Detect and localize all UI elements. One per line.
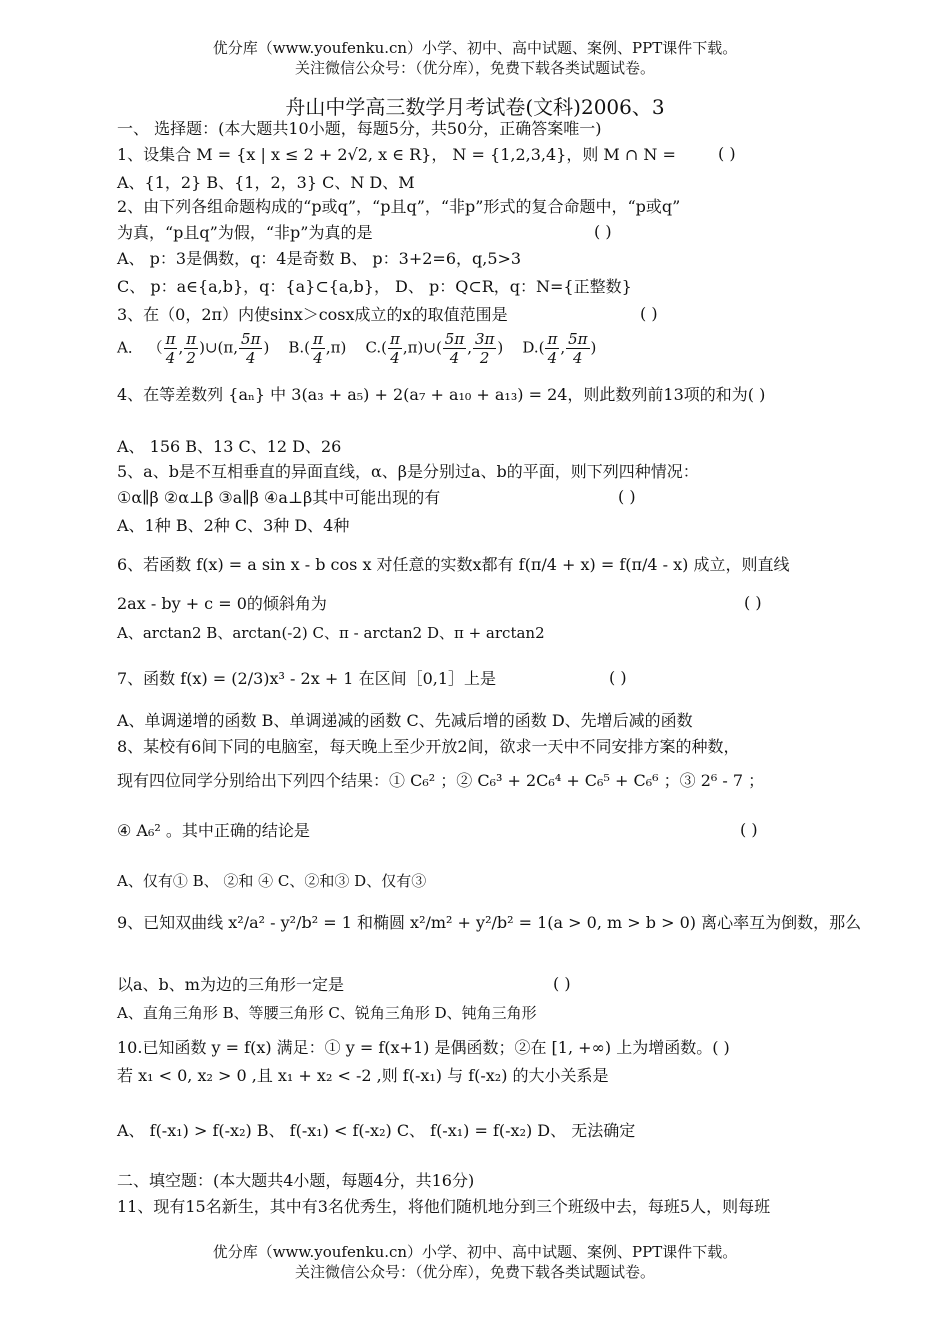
question-11: 11、现有15名新生，其中有3名优秀生，将他们随机地分到三个班级中去，每班5人，则每班 <box>117 1197 771 1216</box>
answer-paren-5: ( ) <box>618 487 636 506</box>
question-3: 3、在（0，2π）内使sinx＞cosx成立的x的取值范围是 <box>117 305 508 324</box>
answer-paren-9: ( ) <box>553 974 571 993</box>
question-1: 1、设集合 M = {x | x ≤ 2 + 2√2, x ∈ R}， N = {1,2,3,4}，则 M ∩ N = <box>117 145 676 164</box>
question-8-options: A、仅有① B、 ②和 ④ C、②和③ D、仅有③ <box>117 872 427 890</box>
question-9-options: A、直角三角形 B、等腰三角形 C、锐角三角形 D、钝角三角形 <box>117 1004 537 1022</box>
question-8-line-3: ④ A₆² 。其中正确的结论是 <box>117 821 310 840</box>
exam-title: 舟山中学高三数学月考试卷(文科)2006、3 <box>285 95 665 119</box>
question-7-options: A、单调递增的函数 B、单调递减的函数 C、先减后增的函数 D、先增后减的函数 <box>117 711 693 730</box>
question-10-line-2: 若 x₁ < 0, x₂ > 0 ,且 x₁ + x₂ < -2 ,则 f(-x₁) 与 f(-x₂) 的大小关系是 <box>117 1066 609 1085</box>
question-7: 7、函数 f(x) = (2/3)x³ - 2x + 1 在区间［0,1］上是 <box>117 669 497 688</box>
question-2-options-cd: C、 p：a∈{a,b}，q：{a}⊂{a,b}， D、 p：Q⊂R，q：N={正整数} <box>117 277 632 296</box>
answer-paren-2: ( ) <box>594 222 612 241</box>
option-c-label: C. <box>365 338 382 357</box>
section-1-heading: 一、 选择题：(本大题共10小题，每题5分，共50分，正确答案唯一) <box>117 119 602 138</box>
question-2-options-ab: A、 p：3是偶数，q：4是奇数 B、 p：3+2=6，q,5>3 <box>117 249 522 268</box>
question-9-line-2: 以a、b、m为边的三角形一定是 <box>117 975 344 994</box>
question-5-line-2: ①α∥β ②α⊥β ③a∥β ④a⊥β其中可能出现的有 <box>117 488 441 507</box>
question-5-options: A、1种 B、2种 C、3种 D、4种 <box>117 516 350 535</box>
option-d-label: D. <box>522 338 539 357</box>
option-b-label: B. <box>288 338 305 357</box>
question-5-line-1: 5、a、b是不互相垂直的异面直线，α、β是分别过a、b的平面，则下列四种情况： <box>117 462 699 481</box>
footer-line-2: 关注微信公众号：（优分库），免费下载各类试题试卷。 <box>294 1263 655 1281</box>
question-10-line-1: 10.已知函数 y = f(x) 满足：① y = f(x+1) 是偶函数；②在 [1, +∞) 上为增函数。( ) <box>117 1038 730 1057</box>
header-line-2: 关注微信公众号：（优分库），免费下载各类试题试卷。 <box>294 59 655 77</box>
answer-paren-7: ( ) <box>609 668 627 687</box>
answer-paren-8: ( ) <box>740 820 758 839</box>
question-1-options: A、{1，2} B、{1，2，3} C、N D、M <box>117 173 415 192</box>
question-8-line-2: 现有四位同学分别给出下列四个结果：① C₆² ；② C₆³ + 2C₆⁴ + C₆⁵ + C₆⁶ ；③ 2⁶ - 7 ； <box>117 771 765 790</box>
option-a-label: A． <box>117 338 143 357</box>
question-2-line-2: 为真，“p且q”为假，“非p”为真的是 <box>117 223 373 242</box>
answer-paren-1: ( ) <box>718 144 736 163</box>
question-8-line-1: 8、某校有6间下同的电脑室，每天晚上至少开放2间，欲求一天中不同安排方案的种数， <box>117 737 740 756</box>
answer-paren-6: ( ) <box>744 593 762 612</box>
footer-line-1: 优分库（www.youfenku.cn）小学、初中、高中试题、案例、PPT课件下载。 <box>212 1243 738 1261</box>
question-3-options: A． （ $\frac{\pi}{4}$ , $\frac{\pi}{2}$ )∪(π, $\frac{5\pi}{4}$ ) B.( $\frac{\pi}{4}$ ,π) C.( $\frac{\pi}{4}$ ,π)∪( $\frac{5\pi}{4}$ , $\frac{3\pi}{2}$ ) D.( $\frac{\pi}{4}$ , $\frac{5\pi}{4}$ ) <box>117 330 597 367</box>
section-2-heading: 二、填空题：(本大题共4小题，每题4分，共16分) <box>117 1171 475 1190</box>
question-6-options: A、arctan2 B、arctan(-2) C、π - arctan2 D、π + arctan2 <box>117 624 545 642</box>
question-4: 4、在等差数列 {aₙ} 中 3(a₃ + a₅) + 2(a₇ + a₁₀ + a₁₃) = 24，则此数列前13项的和为( ) <box>117 385 766 404</box>
answer-paren-3: ( ) <box>640 304 658 323</box>
question-6-line-2: 2ax - by + c = 0的倾斜角为 <box>117 594 327 613</box>
question-6-line-1: 6、若函数 f(x) = a sin x - b cos x 对任意的实数x都有 f(π/4 + x) = f(π/4 - x) 成立，则直线 <box>117 555 790 574</box>
question-2-line-1: 2、由下列各组命题构成的“p或q”，“p且q”，“非p”形式的复合命题中，“p或q” <box>117 197 681 216</box>
header-line-1: 优分库（www.youfenku.cn）小学、初中、高中试题、案例、PPT课件下载。 <box>212 39 738 57</box>
question-10-options: A、 f(-x₁) > f(-x₂) B、 f(-x₁) < f(-x₂) C、 f(-x₁) = f(-x₂) D、 无法确定 <box>117 1121 636 1140</box>
question-9-line-1: 9、已知双曲线 x²/a² - y²/b² = 1 和椭圆 x²/m² + y²/b² = 1(a > 0, m > b > 0) 离心率互为倒数，那么 <box>117 913 862 932</box>
question-4-options: A、 156 B、13 C、12 D、26 <box>117 437 342 456</box>
